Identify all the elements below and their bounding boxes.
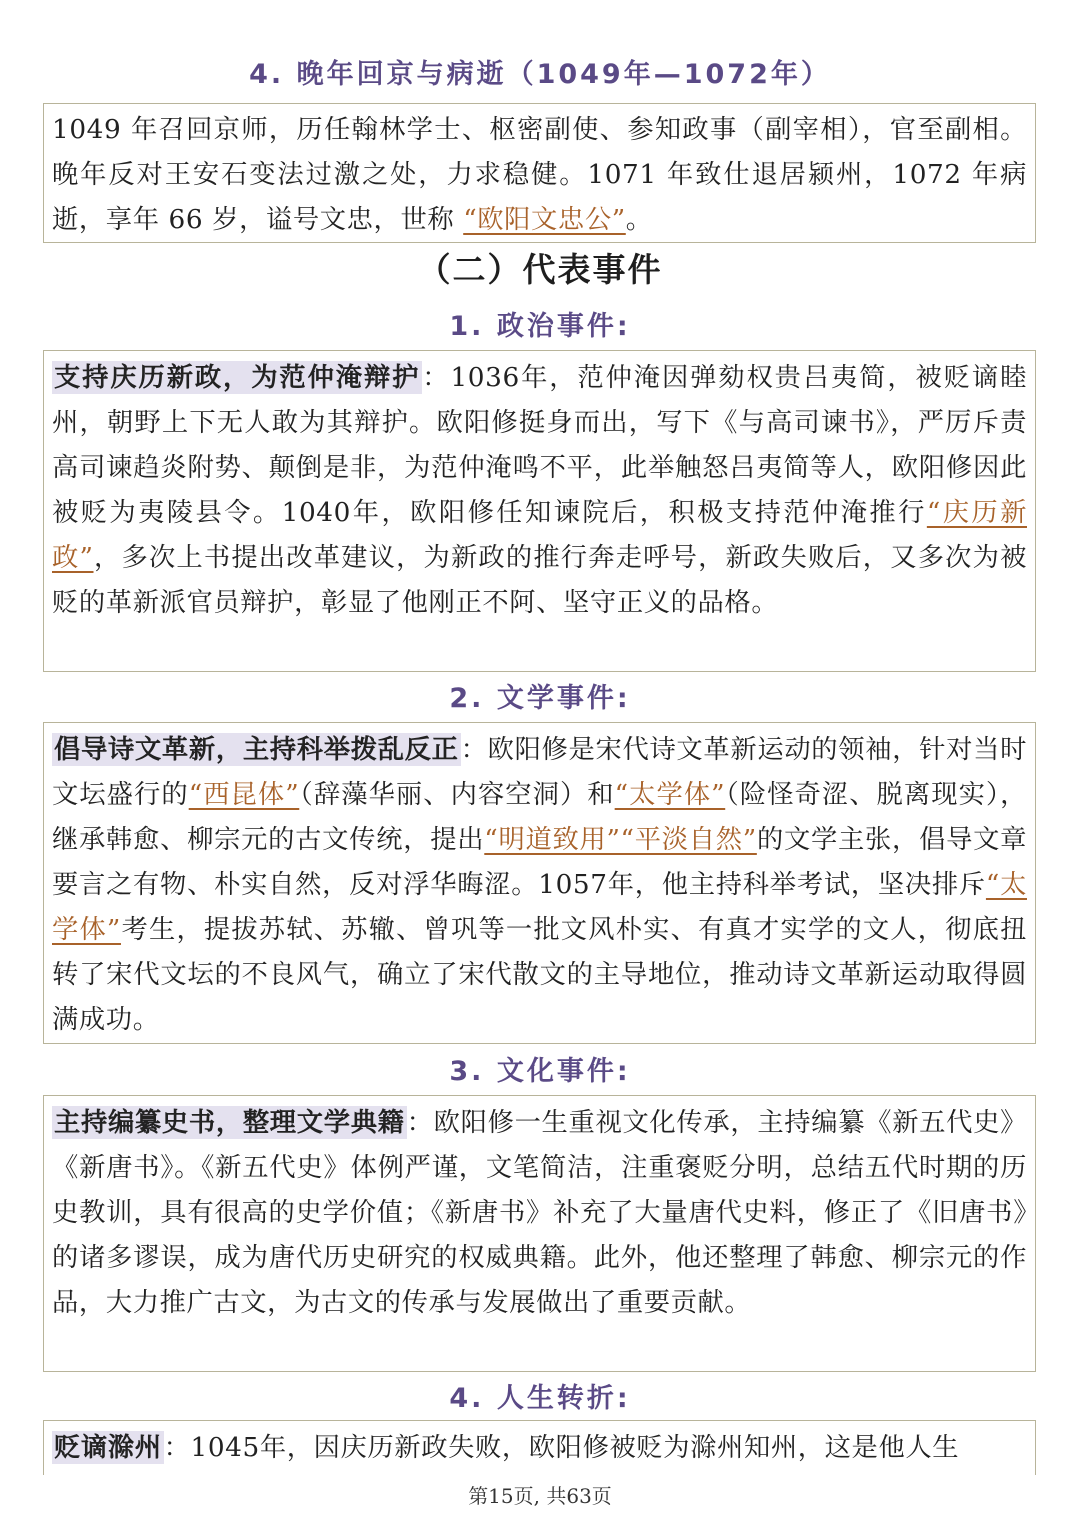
turning-point-box (43, 1420, 1036, 1475)
section-heading-late-years: 4. 晚年回京与病逝（1049年—1072年） (249, 59, 831, 90)
highlight-ouyang-wenzhong: “欧阳文忠公” (463, 205, 626, 235)
late-years-text-end: 。 (625, 205, 653, 235)
cultural-term: 主持编纂史书，整理文学典籍 (54, 1107, 405, 1138)
literary-text-4: 的文学主张，倡导文章要言之有物、朴实自然，反对浮华晦涩。1057年，他主持科举考试，坚决排斥 (52, 825, 1028, 900)
highlight-qingli-reform: “庆历新政” (52, 498, 1027, 573)
highlight-taixue-style-2: “太学体” (52, 870, 1027, 945)
literary-text-5: 考生，提拔苏轼、苏辙、曾巩等一批文风朴实、有真才实学的文人，彻底扭转了宋代文坛的不良风气，确立了宋代散文的主导地位，推动诗文革新运动取得圆满成功。 (52, 915, 1027, 1035)
section-heading-turning-point: 4. 人生转折: (449, 1383, 631, 1414)
political-text-2: ，多次上书提出改革建议，为新政的推行奔走呼号，新政失败后，又多次为被贬的革新派官员辩护，彰显了他刚正不阿、坚守正义的品格。 (52, 543, 1027, 618)
cultural-box (43, 1095, 1036, 1372)
literary-text-2: （辞藻华丽、内容空洞）和 (299, 780, 615, 810)
main-heading-representative-events: （二）代表事件 (417, 250, 663, 289)
highlight-taixue-style: “太学体” (614, 780, 726, 810)
section-heading-cultural: 3. 文化事件: (449, 1056, 631, 1087)
turning-point-text: ：1045年，因庆历新政失败，欧阳修被贬为滁州知州，这是他人生 (163, 1433, 960, 1463)
section-heading-literary: 2. 文学事件: (449, 683, 631, 714)
late-years-text: 1049 年召回京师，历任翰林学士、枢密副使、参知政事（副宰相），官至副相。晚年反对王安石变法过激之处，力求稳健。1071 年致仕退居颍州，1072 年病逝，享年 66 岁，谥号文忠，世称 (52, 115, 1027, 235)
political-term: 支持庆历新政，为范仲淹辩护 (54, 362, 421, 393)
political-box (43, 350, 1036, 672)
literary-text-1: ：欧阳修是宋代诗文革新运动的领袖，针对当时文坛盛行的 (52, 735, 1028, 810)
turning-point-term: 贬谪滁州 (54, 1432, 162, 1463)
page-footer: 第15页, 共63页 (468, 1484, 612, 1508)
literary-term: 倡导诗文革新，主持科举拨乱反正 (54, 734, 459, 765)
late-years-box (43, 103, 1036, 243)
literary-text-3: （险怪奇涩、脱离现实），继承韩愈、柳宗元的古文传统，提出 (52, 780, 1028, 855)
cultural-text-1: ：欧阳修一生重视文化传承，主持编纂《新五代史》《新唐书》。《新五代史》体例严谨，文笔简洁，注重褒贬分明，总结五代时期的历史教训，具有很高的史学价值；《新唐书》补充了大量唐代史料，修正了《旧唐书》的诸多谬误，成为唐代历史研究的权威典籍。此外，他还整理了韩愈、柳宗元的作品，大力推广古文，为古文的传承与发展做出了重要贡献。 (52, 1108, 1027, 1318)
highlight-mingdao-pingdan: “明道致用”“平淡自然” (484, 825, 757, 855)
literary-box (43, 722, 1036, 1044)
highlight-xikun-style: “西昆体” (188, 780, 300, 810)
section-heading-political: 1. 政治事件: (449, 311, 631, 342)
political-text-1: ：1036年，范仲淹因弹劾权贵吕夷简，被贬谪睦州，朝野上下无人敢为其辩护。欧阳修挺身而出，写下《与高司谏书》，严厉斥责高司谏趋炎附势、颠倒是非，为范仲淹鸣不平，此举触怒吕夷简等人，欧阳修因此被贬为夷陵县令。1040年，欧阳修任知谏院后，积极支持范仲淹推行 (52, 363, 1027, 528)
